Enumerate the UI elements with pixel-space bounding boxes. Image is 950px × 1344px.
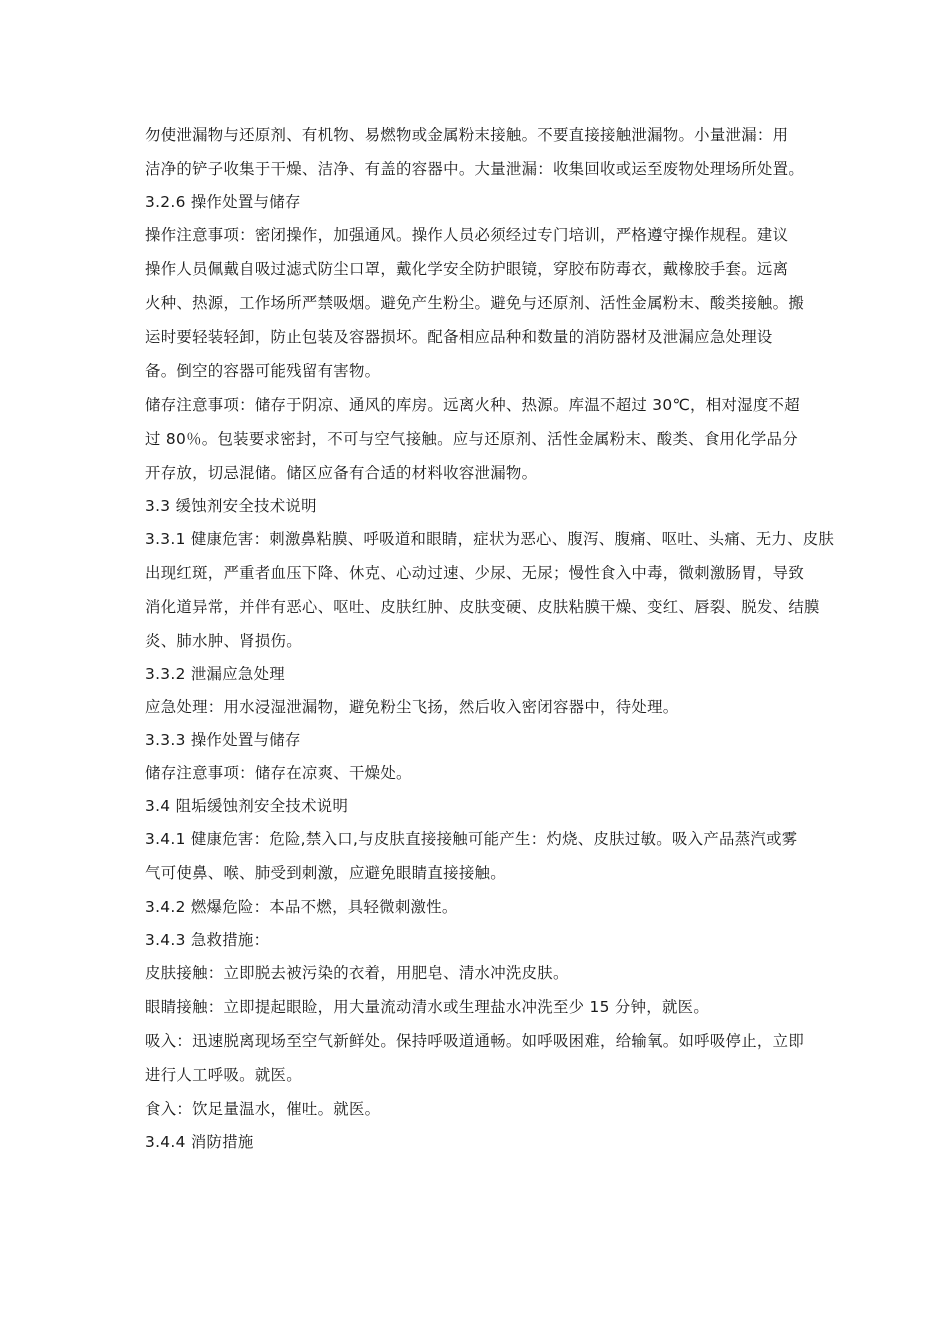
section-heading: 3.3.3 操作处置与储存 [145, 731, 301, 749]
text-line: 进行人工呼吸。就医。 [145, 1066, 302, 1084]
text-line: 储存注意事项：储存于阴凉、通风的库房。远离火种、热源。库温不超过 30℃，相对湿度不超 [145, 396, 800, 414]
text-line: 操作人员佩戴自吸过滤式防尘口罩，戴化学安全防护眼镜，穿胶布防毒衣，戴橡胶手套。远离 [145, 260, 789, 278]
text-line: 运时要轻装轻卸，防止包装及容器损坏。配备相应品种和数量的消防器材及泄漏应急处理设 [145, 328, 773, 346]
text-line: 开存放，切忌混储。储区应备有合适的材料收容泄漏物。 [145, 464, 538, 482]
text-line: 备。倒空的容器可能残留有害物。 [145, 362, 381, 380]
text-line: 食入：饮足量温水，催吐。就医。 [145, 1100, 381, 1118]
text-line: 洁净的铲子收集于干燥、洁净、有盖的容器中。大量泄漏：收集回收或运至废物处理场所处置。 [145, 160, 805, 178]
text-line: 消化道异常，并伴有恶心、呕吐、皮肤红肿、皮肤变硬、皮肤粘膜干燥、变红、唇裂、脱发、结膜 [145, 598, 820, 616]
text-line: 眼睛接触：立即提起眼睑，用大量流动清水或生理盐水冲洗至少 15 分钟，就医。 [145, 998, 710, 1016]
text-line: 气可使鼻、喉、肺受到刺激，应避免眼睛直接接触。 [145, 864, 506, 882]
text-line: 勿使泄漏物与还原剂、有机物、易燃物或金属粉末接触。不要直接接触泄漏物。小量泄漏：用 [145, 126, 789, 144]
document-page [145, 118, 835, 1158]
text-line: 应急处理：用水浸湿泄漏物，避免粉尘飞扬，然后收入密闭容器中，待处理。 [145, 698, 679, 716]
text-line: 出现红斑，严重者血压下降、休克、心动过速、少尿、无尿；慢性食入中毒，微刺激肠胃，导致 [145, 564, 805, 582]
text-line: 火种、热源，工作场所严禁吸烟。避免产生粉尘。避免与还原剂、活性金属粉末、酸类接触。搬 [145, 294, 805, 312]
section-heading: 3.3.2 泄漏应急处理 [145, 665, 285, 683]
section-heading: 3.3 缓蚀剂安全技术说明 [145, 497, 317, 515]
text-line: 3.4.1 健康危害：危险,禁入口,与皮肤直接接触可能产生：灼烧、皮肤过敏。吸入产品蒸汽或雾 [145, 830, 798, 848]
text-line: 皮肤接触：立即脱去被污染的衣着，用肥皂、清水冲洗皮肤。 [145, 964, 569, 982]
section-heading: 3.4.4 消防措施 [145, 1133, 254, 1151]
text-line: 储存注意事项：储存在凉爽、干燥处。 [145, 764, 412, 782]
text-line: 吸入：迅速脱离现场至空气新鲜处。保持呼吸道通畅。如呼吸困难，给输氧。如呼吸停止，立即 [145, 1032, 805, 1050]
section-heading: 3.4 阻垢缓蚀剂安全技术说明 [145, 797, 349, 815]
text-line: 操作注意事项：密闭操作，加强通风。操作人员必须经过专门培训，严格遵守操作规程。建议 [145, 226, 789, 244]
section-heading: 3.2.6 操作处置与储存 [145, 193, 301, 211]
text-line: 3.4.2 燃爆危险：本品不燃，具轻微刺激性。 [145, 898, 458, 916]
text-line: 过 80％。包装要求密封，不可与空气接触。应与还原剂、活性金属粉末、酸类、食用化学品分 [145, 430, 799, 448]
text-line: 3.3.1 健康危害：刺激鼻粘膜、呼吸道和眼睛，症状为恶心、腹泻、腹痛、呕吐、头痛、无力、皮肤 [145, 530, 835, 548]
section-heading: 3.4.3 急救措施： [145, 931, 270, 949]
text-line: 炎、肺水肿、肾损伤。 [145, 632, 302, 650]
